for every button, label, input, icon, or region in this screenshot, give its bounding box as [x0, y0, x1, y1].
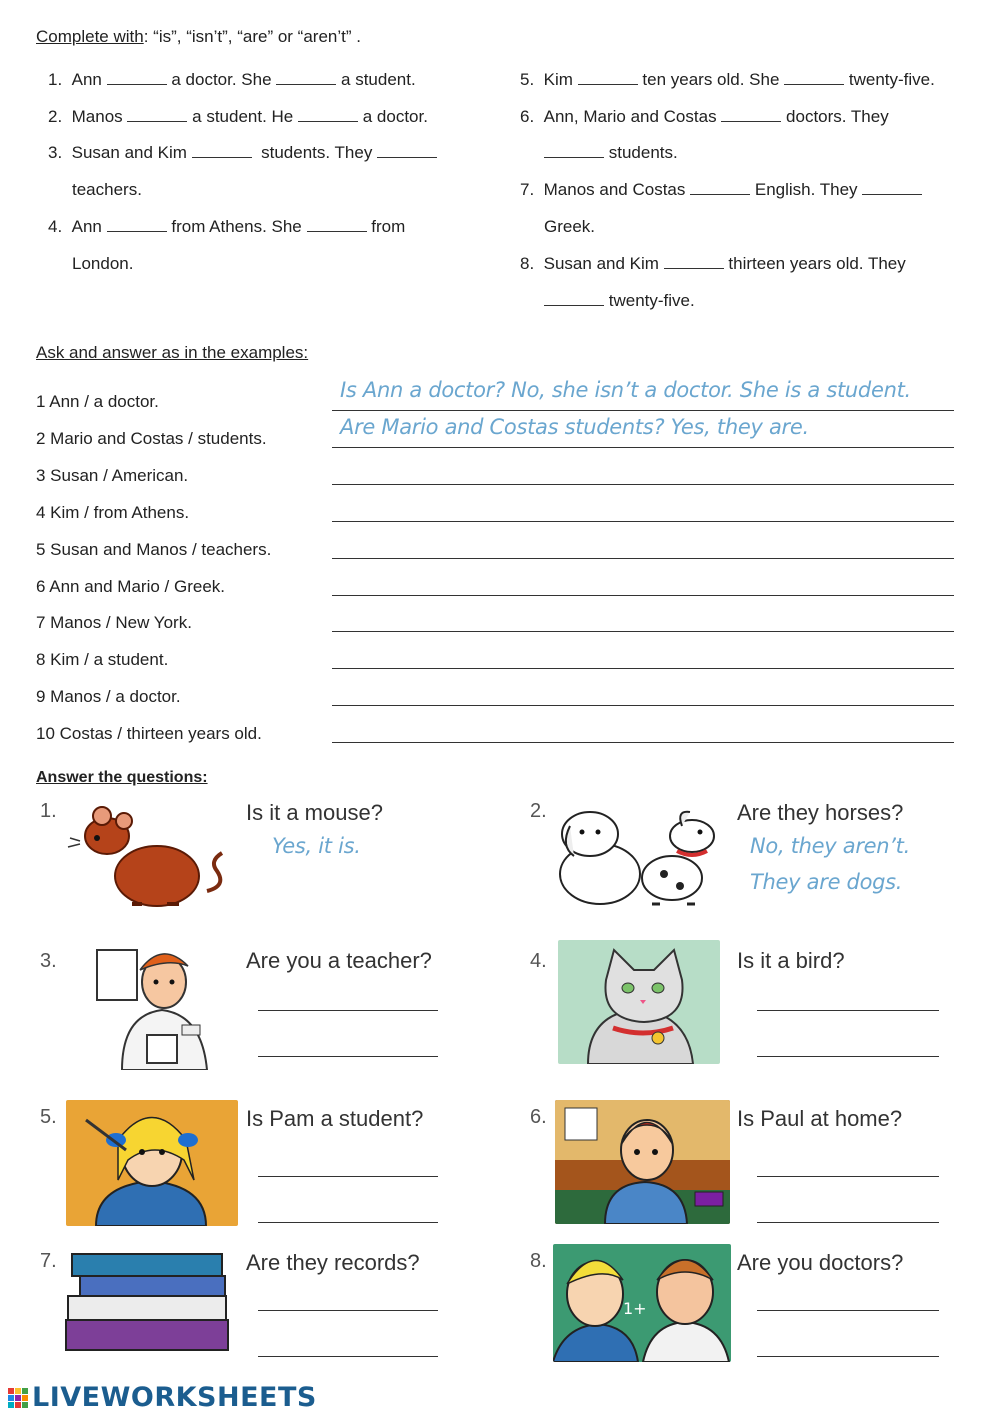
logo-square [8, 1388, 14, 1394]
question-text: Is it a mouse? [246, 800, 383, 825]
logo-square [22, 1402, 28, 1408]
answer-line[interactable] [332, 447, 954, 448]
answer-text[interactable]: Yes, it is. [272, 834, 361, 858]
answer-blank[interactable] [107, 217, 167, 232]
answer-line[interactable] [757, 1222, 939, 1223]
section1-title: Complete with: “is”, “isn’t”, “are” or “aren’t” . [36, 27, 361, 46]
item-number: 7. [40, 1250, 57, 1272]
cat-icon [558, 940, 720, 1064]
example-answer: Are Mario and Costas students? Yes, they are. [340, 415, 809, 439]
prompt-label: 4 Kim / from Athens. [36, 503, 190, 522]
answer-line[interactable] [258, 1310, 438, 1311]
answer-line[interactable] [332, 668, 954, 669]
question-text: Are you doctors? [737, 1250, 904, 1275]
answer-line[interactable] [258, 1356, 438, 1357]
answer-line[interactable] [332, 631, 954, 632]
boy-student-icon [555, 1100, 730, 1224]
prompt-label: 9 Manos / a doctor. [36, 687, 181, 706]
answer-blank[interactable] [664, 254, 724, 269]
item-number: 4. [530, 950, 547, 972]
question-text: Is Paul at home? [737, 1106, 903, 1131]
doctor-icon [92, 940, 232, 1070]
answer-blank[interactable] [298, 107, 358, 122]
exercise-item-8: 8. Susan and Kim thirteen years old. They [520, 254, 906, 273]
answer-line[interactable] [757, 1056, 939, 1057]
exercise-item-4: 4. Ann from Athens. She from [48, 217, 406, 236]
question-text: Is it a bird? [737, 948, 845, 973]
answer-line[interactable] [258, 1222, 438, 1223]
answer-blank[interactable] [377, 143, 437, 158]
answer-blank[interactable] [307, 217, 367, 232]
prompt-label: 5 Susan and Manos / teachers. [36, 540, 272, 559]
answer-line[interactable] [332, 558, 954, 559]
prompt-label: 10 Costas / thirteen years old. [36, 724, 262, 743]
answer-line[interactable] [332, 742, 954, 743]
exercise-item-6-cont: students. [544, 143, 678, 163]
answer-line[interactable] [258, 1010, 438, 1011]
answer-blank[interactable] [107, 70, 167, 85]
answer-text[interactable]: They are dogs. [750, 870, 903, 894]
svg-text:1+: 1+ [623, 1299, 647, 1318]
prompt-label: 2 Mario and Costas / students. [36, 429, 267, 448]
exercise-item-7: 7. Manos and Costas English. They [520, 180, 922, 200]
item-number: 1. [40, 800, 57, 822]
answer-line[interactable] [757, 1356, 939, 1357]
prompt-label: 3 Susan / American. [36, 466, 189, 485]
item-number: 8. [530, 1250, 547, 1272]
answer-blank[interactable] [690, 180, 750, 195]
answer-line[interactable] [757, 1310, 939, 1311]
question-text: Are you a teacher? [246, 948, 432, 973]
answer-blank[interactable] [192, 143, 252, 158]
exercise-item-6: 6. Ann, Mario and Costas doctors. They [520, 107, 889, 126]
item-number: 3. [40, 950, 57, 972]
answer-text[interactable]: No, they aren’t. [750, 834, 910, 858]
prompt-label: 8 Kim / a student. [36, 650, 169, 669]
answer-line[interactable] [757, 1176, 939, 1177]
dogs-icon [552, 796, 730, 914]
answer-line[interactable] [332, 521, 954, 522]
item-number: 5. [40, 1106, 57, 1128]
answer-blank[interactable] [127, 107, 187, 122]
logo-square [15, 1388, 21, 1394]
answer-blank[interactable] [721, 107, 781, 122]
answer-blank[interactable] [544, 291, 604, 306]
exercise-item-3: 3. Susan and Kim students. They [48, 143, 437, 163]
logo-square [8, 1395, 14, 1401]
logo-square [15, 1402, 21, 1408]
answer-blank[interactable] [578, 70, 638, 85]
answer-blank[interactable] [276, 70, 336, 85]
prompt-label: 6 Ann and Mario / Greek. [36, 577, 225, 596]
answer-blank[interactable] [862, 180, 922, 195]
mouse-icon [62, 796, 232, 914]
exercise-item-1: 1. Ann a doctor. She a student. [48, 70, 416, 89]
answer-line[interactable] [757, 1010, 939, 1011]
exercise-item-7-cont: Greek. [544, 217, 596, 236]
section2-title: Ask and answer as in the examples: [36, 343, 309, 362]
two-men-icon [553, 1244, 731, 1362]
logo-square [8, 1402, 14, 1408]
books-icon [62, 1244, 234, 1356]
answer-line[interactable] [258, 1176, 438, 1177]
exercise-item-4-cont: London. [72, 254, 134, 273]
logo-square [22, 1388, 28, 1394]
prompt-label: 1 Ann / a doctor. [36, 392, 159, 411]
section3-title: Answer the questions: [36, 769, 208, 786]
logo-square [15, 1395, 21, 1401]
answer-blank[interactable] [544, 143, 604, 158]
logo-text: LIVEWORKSHEETS [32, 1382, 317, 1413]
item-number: 6. [530, 1106, 547, 1128]
logo-mark-icon [8, 1388, 28, 1408]
exercise-item-5: 5. Kim ten years old. She twenty-five. [520, 70, 935, 89]
logo-square [22, 1395, 28, 1401]
exercise-item-2: 2. Manos a student. He a doctor. [48, 107, 428, 126]
exercise-item-8-cont: twenty-five. [544, 291, 695, 311]
answer-line[interactable] [332, 484, 954, 485]
liveworksheets-logo [8, 1382, 317, 1413]
example-answer: Is Ann a doctor? No, she isn’t a doctor. She is a student. [340, 378, 911, 402]
exercise-item-3-cont: teachers. [72, 180, 142, 199]
answer-line[interactable] [332, 705, 954, 706]
question-text: Are they horses? [737, 800, 904, 825]
answer-line[interactable] [332, 410, 954, 411]
answer-line[interactable] [258, 1056, 438, 1057]
question-text: Is Pam a student? [246, 1106, 424, 1131]
question-text: Are they records? [246, 1250, 420, 1275]
answer-blank[interactable] [784, 70, 844, 85]
girl-student-icon [66, 1100, 238, 1226]
item-number: 2. [530, 800, 547, 822]
answer-line[interactable] [332, 595, 954, 596]
prompt-label: 7 Manos / New York. [36, 613, 192, 632]
